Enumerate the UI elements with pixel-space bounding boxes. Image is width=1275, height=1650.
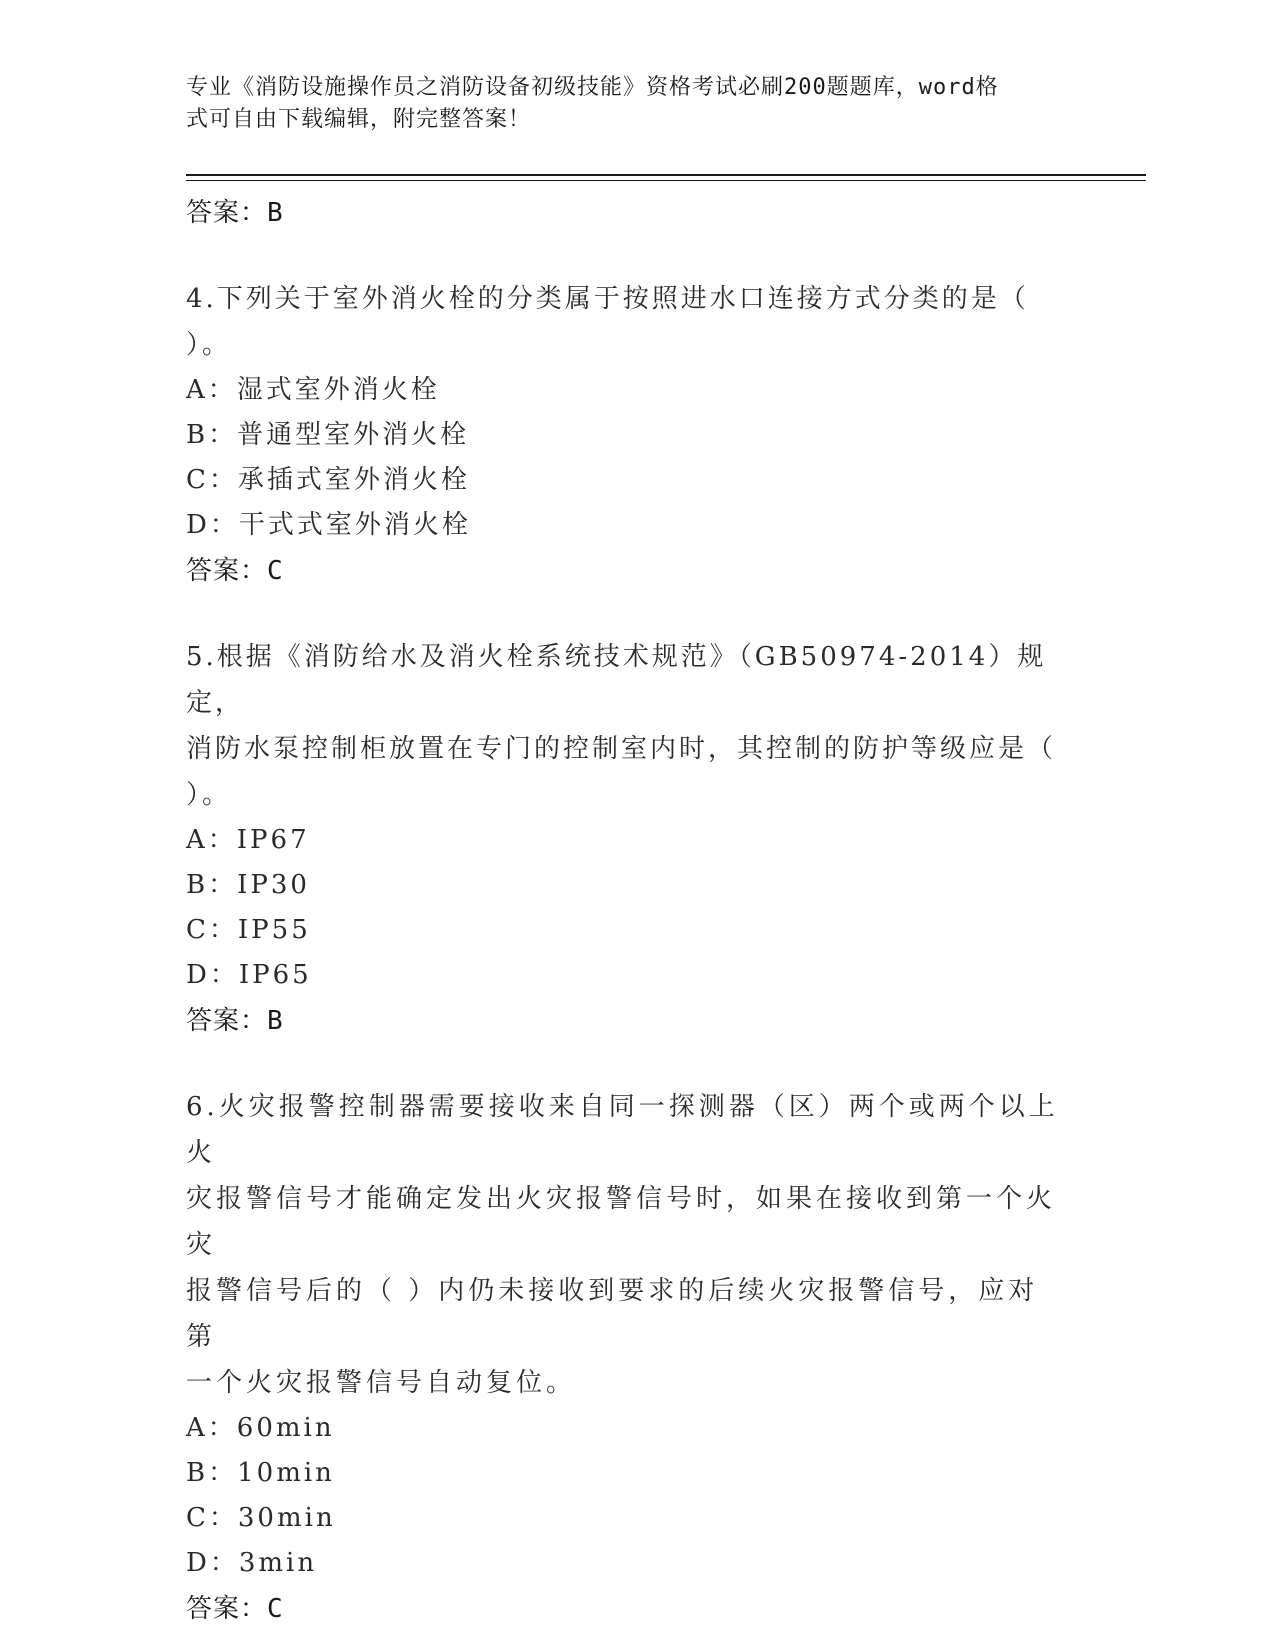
previous-answer: 答案：B bbox=[186, 198, 284, 228]
option-d: D：3min bbox=[186, 1548, 318, 1578]
stem-line: 6.火灾报警控制器需要接收来自同一探测器（区）两个或两个以上火 bbox=[186, 1092, 1059, 1168]
stem-line: 消防水泵控制柜放置在专门的控制室内时，其控制的防护等级应是（ bbox=[186, 734, 1057, 764]
option-c: C：IP55 bbox=[186, 915, 311, 945]
answer: 答案：C bbox=[186, 556, 284, 586]
option-c: C：承插式室外消火栓 bbox=[186, 465, 470, 495]
stem-line: 报警信号后的（ ）内仍未接收到要求的后续火灾报警信号，应对第 bbox=[186, 1276, 1039, 1352]
stem-line: 5.根据《消防给水及消火栓系统技术规范》（GB50974-2014）规定， bbox=[186, 642, 1047, 718]
option-d: D：IP65 bbox=[186, 960, 312, 990]
option-d: D：干式式室外消火栓 bbox=[186, 510, 471, 540]
question-stem bbox=[186, 634, 1066, 818]
stem-line: 一个火灾报警信号自动复位。 bbox=[186, 1368, 577, 1398]
header-line: 式可自由下载编辑，附完整答案！ bbox=[186, 107, 532, 132]
stem-line: 4.下列关于室外消火栓的分类属于按照进水口连接方式分类的是（ bbox=[186, 284, 1029, 314]
header-divider-thin bbox=[186, 180, 1146, 181]
option-a: A：60min bbox=[186, 1413, 335, 1443]
option-a: A：IP67 bbox=[186, 825, 310, 855]
question-4 bbox=[186, 276, 1066, 594]
stem-line: ）。 bbox=[186, 780, 232, 810]
answer: 答案：C bbox=[186, 1594, 284, 1624]
answer: 答案：B bbox=[186, 1006, 284, 1036]
option-b: B：10min bbox=[186, 1458, 335, 1488]
header-line: 专业《消防设施操作员之消防设备初级技能》资格考试必刷200题题库，word格 bbox=[186, 75, 999, 100]
stem-line: 灾报警信号才能确定发出火灾报警信号时，如果在接收到第一个火灾 bbox=[186, 1184, 1057, 1260]
question-6 bbox=[186, 1084, 1066, 1632]
document-body bbox=[186, 190, 1066, 1632]
stem-line: ）。 bbox=[186, 330, 232, 360]
header-divider bbox=[186, 174, 1146, 176]
option-b: B：IP30 bbox=[186, 870, 310, 900]
option-b: B：普通型室外消火栓 bbox=[186, 420, 470, 450]
option-a: A：湿式室外消火栓 bbox=[186, 375, 440, 405]
question-stem bbox=[186, 1084, 1066, 1406]
document-header bbox=[186, 72, 1066, 136]
question-stem bbox=[186, 276, 1066, 368]
question-5 bbox=[186, 634, 1066, 1044]
option-c: C：30min bbox=[186, 1503, 336, 1533]
